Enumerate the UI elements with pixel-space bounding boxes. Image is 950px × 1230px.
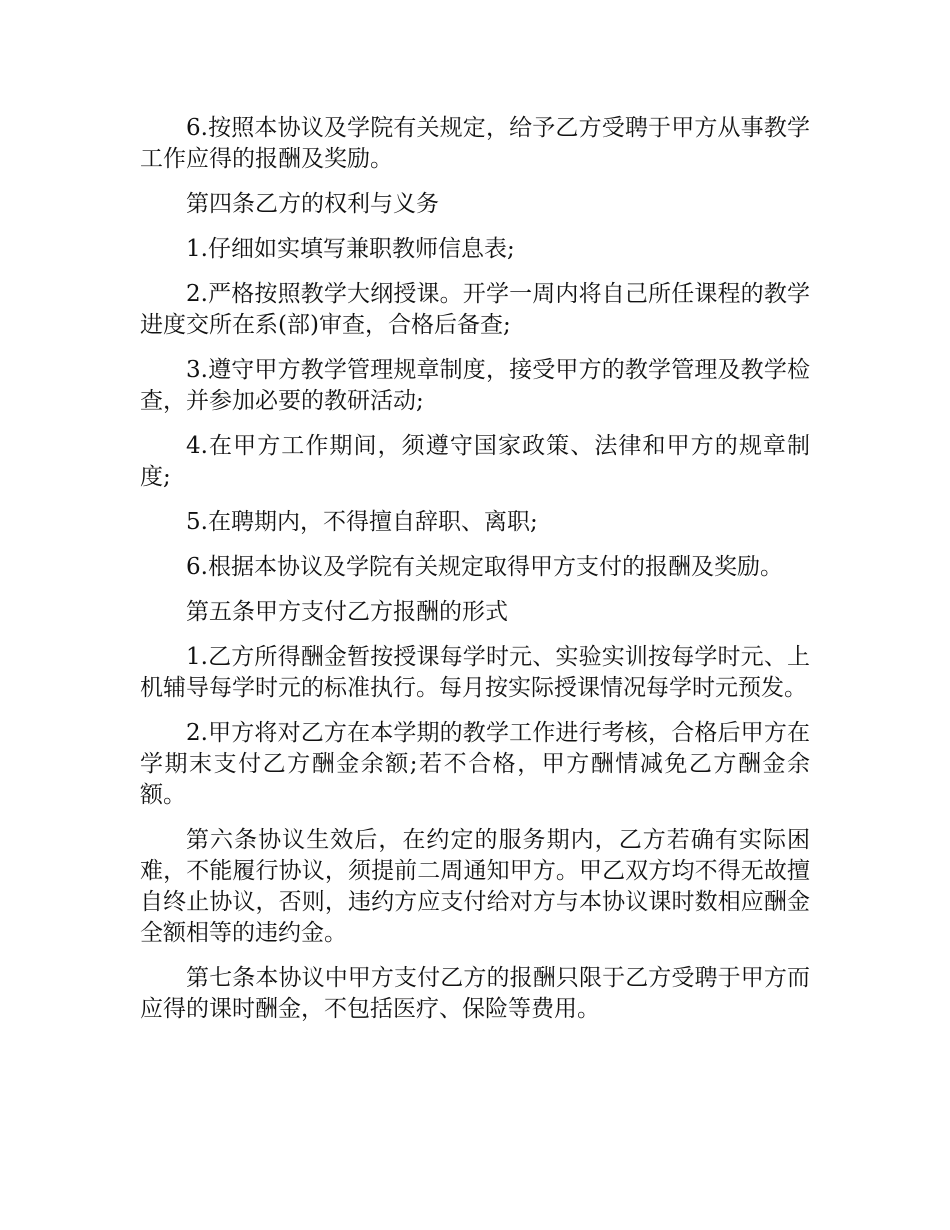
paragraph-party-a-duty-6: 6.按照本协议及学院有关规定，给予乙方受聘于甲方从事教学工作应得的报酬及奖励。 [140, 115, 810, 172]
paragraph-payment-item-1: 1.乙方所得酬金暂按授课每学时元、实验实训按每学时元、上机辅导每学时元的标准执行。每月按实际授课情况每学时元预发。 [140, 644, 810, 701]
paragraph-party-b-item-6: 6.根据本协议及学院有关规定取得甲方支付的报酬及奖励。 [186, 554, 783, 580]
paragraph-article-7: 第七条本协议中甲方支付乙方的报酬只限于乙方受聘于甲方而应得的课时酬金，不包括医疗、保险等费用。 [140, 965, 810, 1022]
paragraph-party-b-item-3: 3.遵守甲方教学管理规章制度，接受甲方的教学管理及教学检查，并参加必要的教研活动; [140, 357, 810, 414]
paragraph-party-b-item-5: 5.在聘期内，不得擅自辞职、离职; [186, 509, 538, 535]
paragraph-party-b-item-4: 4.在甲方工作期间，须遵守国家政策、法律和甲方的规章制度; [140, 433, 810, 490]
heading-article-5: 第五条甲方支付乙方报酬的形式 [186, 599, 508, 625]
heading-article-4: 第四条乙方的权利与义务 [186, 191, 439, 217]
paragraph-payment-item-2: 2.甲方将对乙方在本学期的教学工作进行考核，合格后甲方在学期末支付乙方酬金余额;若不合格，甲方酬情减免乙方酬金余额。 [140, 720, 810, 808]
paragraph-party-b-item-2: 2.严格按照教学大纲授课。开学一周内将自己所任课程的教学进度交所在系(部)审查，合格后备查; [140, 281, 810, 338]
paragraph-article-6: 第六条协议生效后，在约定的服务期内，乙方若确有实际困难，不能履行协议，须提前二周通知甲方。甲乙双方均不得无故擅自终止协议，否则，违约方应支付给对方与本协议课时数相应酬金全额相等的违约金。 [140, 827, 810, 946]
paragraph-party-b-item-1: 1.仔细如实填写兼职教师信息表; [186, 236, 515, 262]
